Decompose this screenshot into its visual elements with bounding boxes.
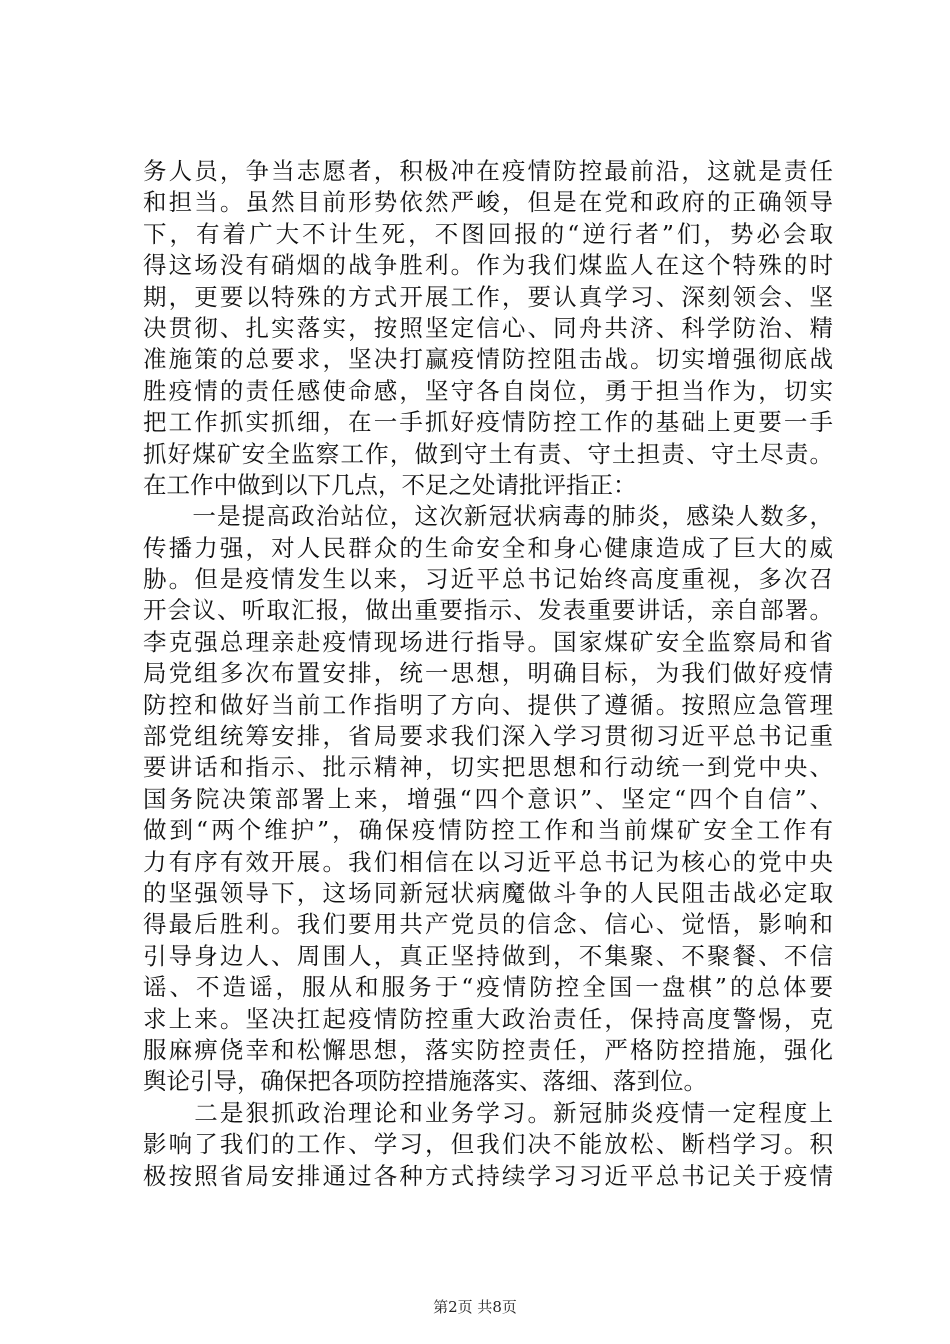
text-line: 决贯彻、扎实落实，按照坚定信心、同舟共济、科学防治、精: [143, 313, 833, 342]
text-line: 谣、不造谣，服从和服务于“疫情防控全国一盘棋”的总体要: [143, 973, 833, 1002]
text-line: 要讲话和指示、批示精神，切实把思想和行动统一到党中央、: [143, 753, 833, 782]
text-line: 传播力强，对人民群众的生命安全和身心健康造成了巨大的威: [143, 533, 833, 562]
text-line: 做到“两个维护”，确保疫情防控工作和当前煤矿安全工作有: [143, 816, 833, 845]
text-line: 极按照省局安排通过各种方式持续学习习近平总书记关于疫情: [143, 1161, 833, 1190]
text-line: 防控和做好当前工作指明了方向、提供了遵循。按照应急管理: [143, 690, 833, 719]
text-line: 下，有着广大不计生死，不图回报的“逆行者”们，势必会取: [143, 219, 833, 248]
text-line: 把工作抓实抓细，在一手抓好疫情防控工作的基础上更要一手: [143, 408, 833, 437]
text-line: 部党组统筹安排，省局要求我们深入学习贯彻习近平总书记重: [143, 722, 833, 751]
text-line: 求上来。坚决扛起疫情防控重大政治责任，保持高度警惕，克: [143, 1004, 833, 1033]
text-line: 准施策的总要求，坚决打赢疫情防控阻击战。切实增强彻底战: [143, 345, 833, 374]
text-line: 一是提高政治站位，这次新冠状病毒的肺炎，感染人数多，: [143, 502, 833, 531]
text-line: 舆论引导，确保把各项防控措施落实、落细、落到位。: [143, 1067, 707, 1096]
text-line: 期，更要以特殊的方式开展工作，要认真学习、深刻领会、坚: [143, 282, 833, 311]
body-text: [143, 156, 833, 1192]
text-line: 影响了我们的工作、学习，但我们决不能放松、断档学习。积: [143, 1130, 833, 1159]
text-line: 服麻痹侥幸和松懈思想，落实防控责任，严格防控措施，强化: [143, 1035, 833, 1064]
text-line: 局党组多次布置安排，统一思想，明确目标，为我们做好疫情: [143, 659, 833, 688]
text-line: 抓好煤矿安全监察工作，做到守土有责、守土担责、守土尽责。: [143, 439, 833, 468]
text-line: 引导身边人、周围人，真正坚持做到，不集聚、不聚餐、不信: [143, 941, 833, 970]
text-line: 务人员，争当志愿者，积极冲在疫情防控最前沿，这就是责任: [143, 157, 833, 185]
text-line: 二是狠抓政治理论和业务学习。新冠肺炎疫情一定程度上: [143, 1098, 833, 1127]
text-line: 胜疫情的责任感使命感，坚守各自岗位，勇于担当作为，切实: [143, 376, 833, 405]
page-footer: 第2页 共8页: [433, 1298, 517, 1316]
text-line: 的坚强领导下，这场同新冠状病魔做斗争的人民阻击战必定取: [143, 878, 833, 907]
text-line: 力有序有效开展。我们相信在以习近平总书记为核心的党中央: [143, 847, 833, 876]
text-line: 和担当。虽然目前形势依然严峻，但是在党和政府的正确领导: [143, 188, 833, 217]
text-line: 得这场没有硝烟的战争胜利。作为我们煤监人在这个特殊的时: [143, 251, 833, 280]
text-line: 国务院决策部署上来，增强“四个意识”、坚定“四个自信”、: [143, 784, 833, 813]
text-line: 李克强总理亲赴疫情现场进行指导。国家煤矿安全监察局和省: [143, 627, 833, 656]
text-line: 得最后胜利。我们要用共产党员的信念、信心、觉悟，影响和: [143, 910, 833, 939]
text-line: 在工作中做到以下几点，不足之处请批评指正：: [143, 470, 637, 499]
text-line: 胁。但是疫情发生以来，习近平总书记始终高度重视，多次召: [143, 565, 833, 594]
text-line: 开会议、听取汇报，做出重要指示、发表重要讲话，亲自部署。: [143, 596, 833, 625]
